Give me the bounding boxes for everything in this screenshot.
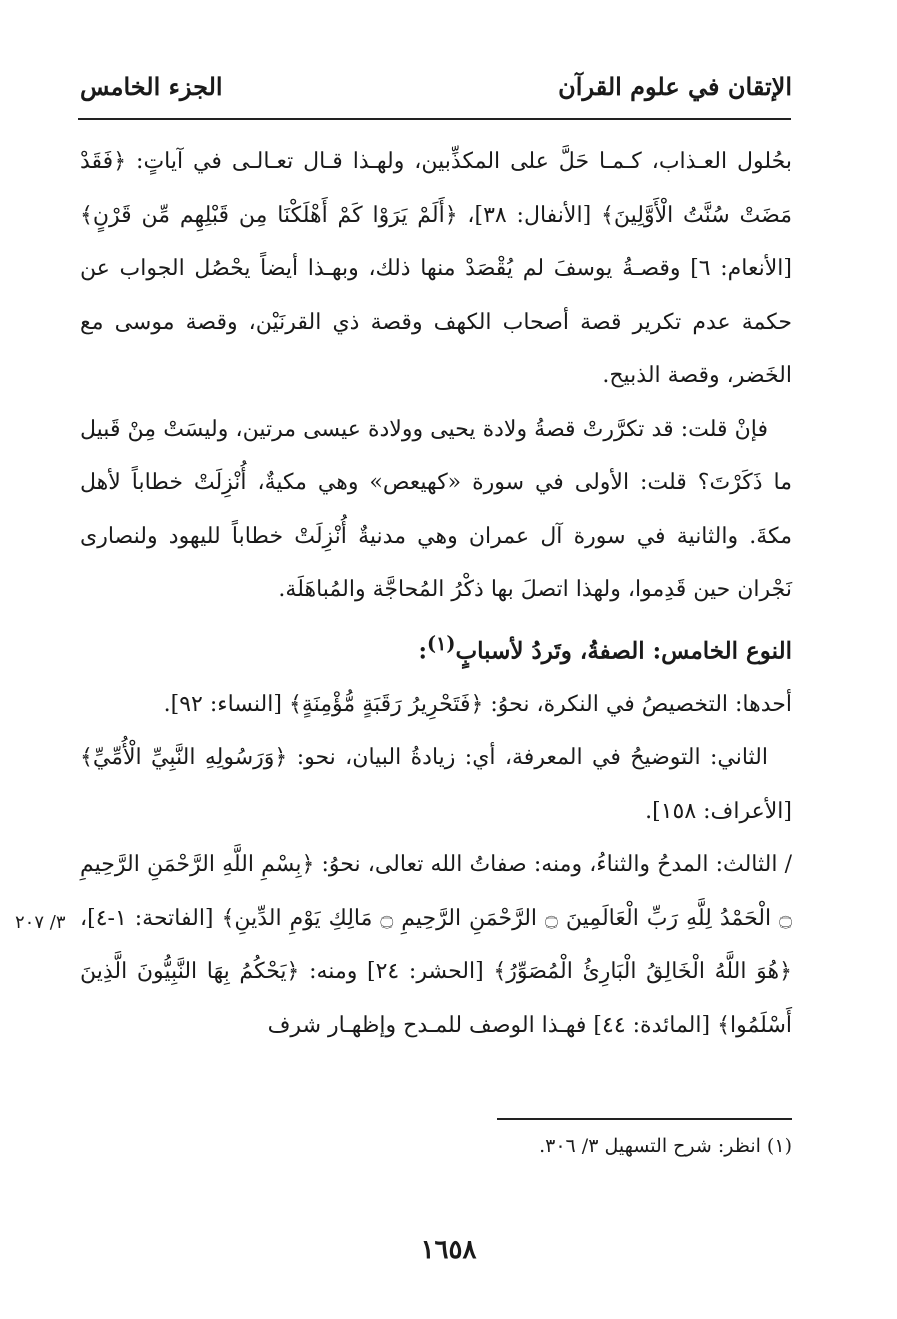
footnote-marker: (١)	[427, 631, 456, 655]
footnote-rule	[497, 1118, 792, 1120]
book-title: الإتقان في علوم القرآن	[558, 72, 792, 101]
heading-colon: :	[418, 637, 428, 665]
header-rule	[78, 118, 791, 120]
paragraph-4: الثاني: التوضيحُ في المعرفة، أي: زيادةُ البيان، نحو: ﴿وَرَسُولِهِ النَّبِيِّ الْأُمِّيِّ﴾ [الأعراف: ١٥٨].	[80, 745, 792, 824]
section-heading	[80, 617, 792, 678]
page-number: ١٦٥٨	[420, 1235, 477, 1265]
margin-page-reference: ٣/ ٢٠٧	[15, 912, 66, 933]
volume-label: الجزء الخامس	[80, 72, 223, 101]
paragraph-1: بحُلول العـذاب، كـمـا حَلَّ على المكذِّبين، ولهـذا قـال تعـالـى في آياتٍ: ﴿فَقَدْ مَضَتْ سُنَّتُ الْأَوَّلِينَ﴾ [الأنفال: ٣٨]، ﴿أَلَمْ يَرَوْا كَمْ أَهْلَكْنَا مِن قَبْلِهِم مِّن قَرْنٍ﴾ [الأنعام: ٦] وقصـةُ يوسفَ لم يُقْصَدْ منها ذلك، وبهـذا أيضاً يحْصُل الجواب عن حكمة عدم تكرير قصة أصحاب الكهف وقصة ذي القرنَيْن، وقصة موسى مع الخَضر، وقصة الذبيح.	[80, 149, 792, 388]
section-heading-text: النوع الخامس: الصفةُ، وتَردُ لأسبابٍ	[455, 637, 792, 665]
footnote: (١) انظر: شرح التسهيل ٣/ ٣٠٦.	[539, 1135, 792, 1157]
page-body	[80, 135, 792, 1052]
paragraph-5: / الثالث: المدحُ والثناءُ، ومنه: صفاتُ الله تعالى، نحوُ: ﴿بِسْمِ اللَّهِ الرَّحْمَنِ الرَّحِيمِ ۝ الْحَمْدُ لِلَّهِ رَبِّ الْعَالَمِينَ ۝ الرَّحْمَنِ الرَّحِيمِ ۝ مَالِكِ يَوْمِ الدِّينِ﴾ [الفاتحة: ١-٤]، ﴿هُوَ اللَّهُ الْخَالِقُ الْبَارِئُ الْمُصَوِّرُ﴾ [الحشر: ٢٤] ومنه: ﴿يَحْكُمُ بِهَا النَّبِيُّونَ الَّذِينَ أَسْلَمُوا﴾ [المائدة: ٤٤] فهـذا الوصف للمـدح وإظهـار شرف	[80, 852, 793, 1038]
paragraph-3: أحدها: التخصيصُ في النكرة، نحوُ: ﴿فَتَحْرِيرُ رَقَبَةٍ مُّؤْمِنَةٍ﴾ [النساء: ٩٢].	[163, 691, 792, 717]
paragraph-2: فإنْ قلت: قد تكرَّرتْ قصةُ ولادة يحيى وولادة عيسى مرتين، وليسَتْ مِنْ قَبيل ما ذَكَرْتَ؟ قلت: الأولى في سورة «كهيعص» وهي مكيةٌ، أُنْزِلَتْ خطاباً لأهل مكةَ. والثانية في سورة آل عمران وهي مدنيةٌ أُنْزِلَتْ خطاباً لليهود ولنصارى نَجْران حين قَدِموا، ولهذا اتصلَ بها ذكْرُ المُحاجَّة والمُباهَلَة.	[80, 416, 792, 602]
